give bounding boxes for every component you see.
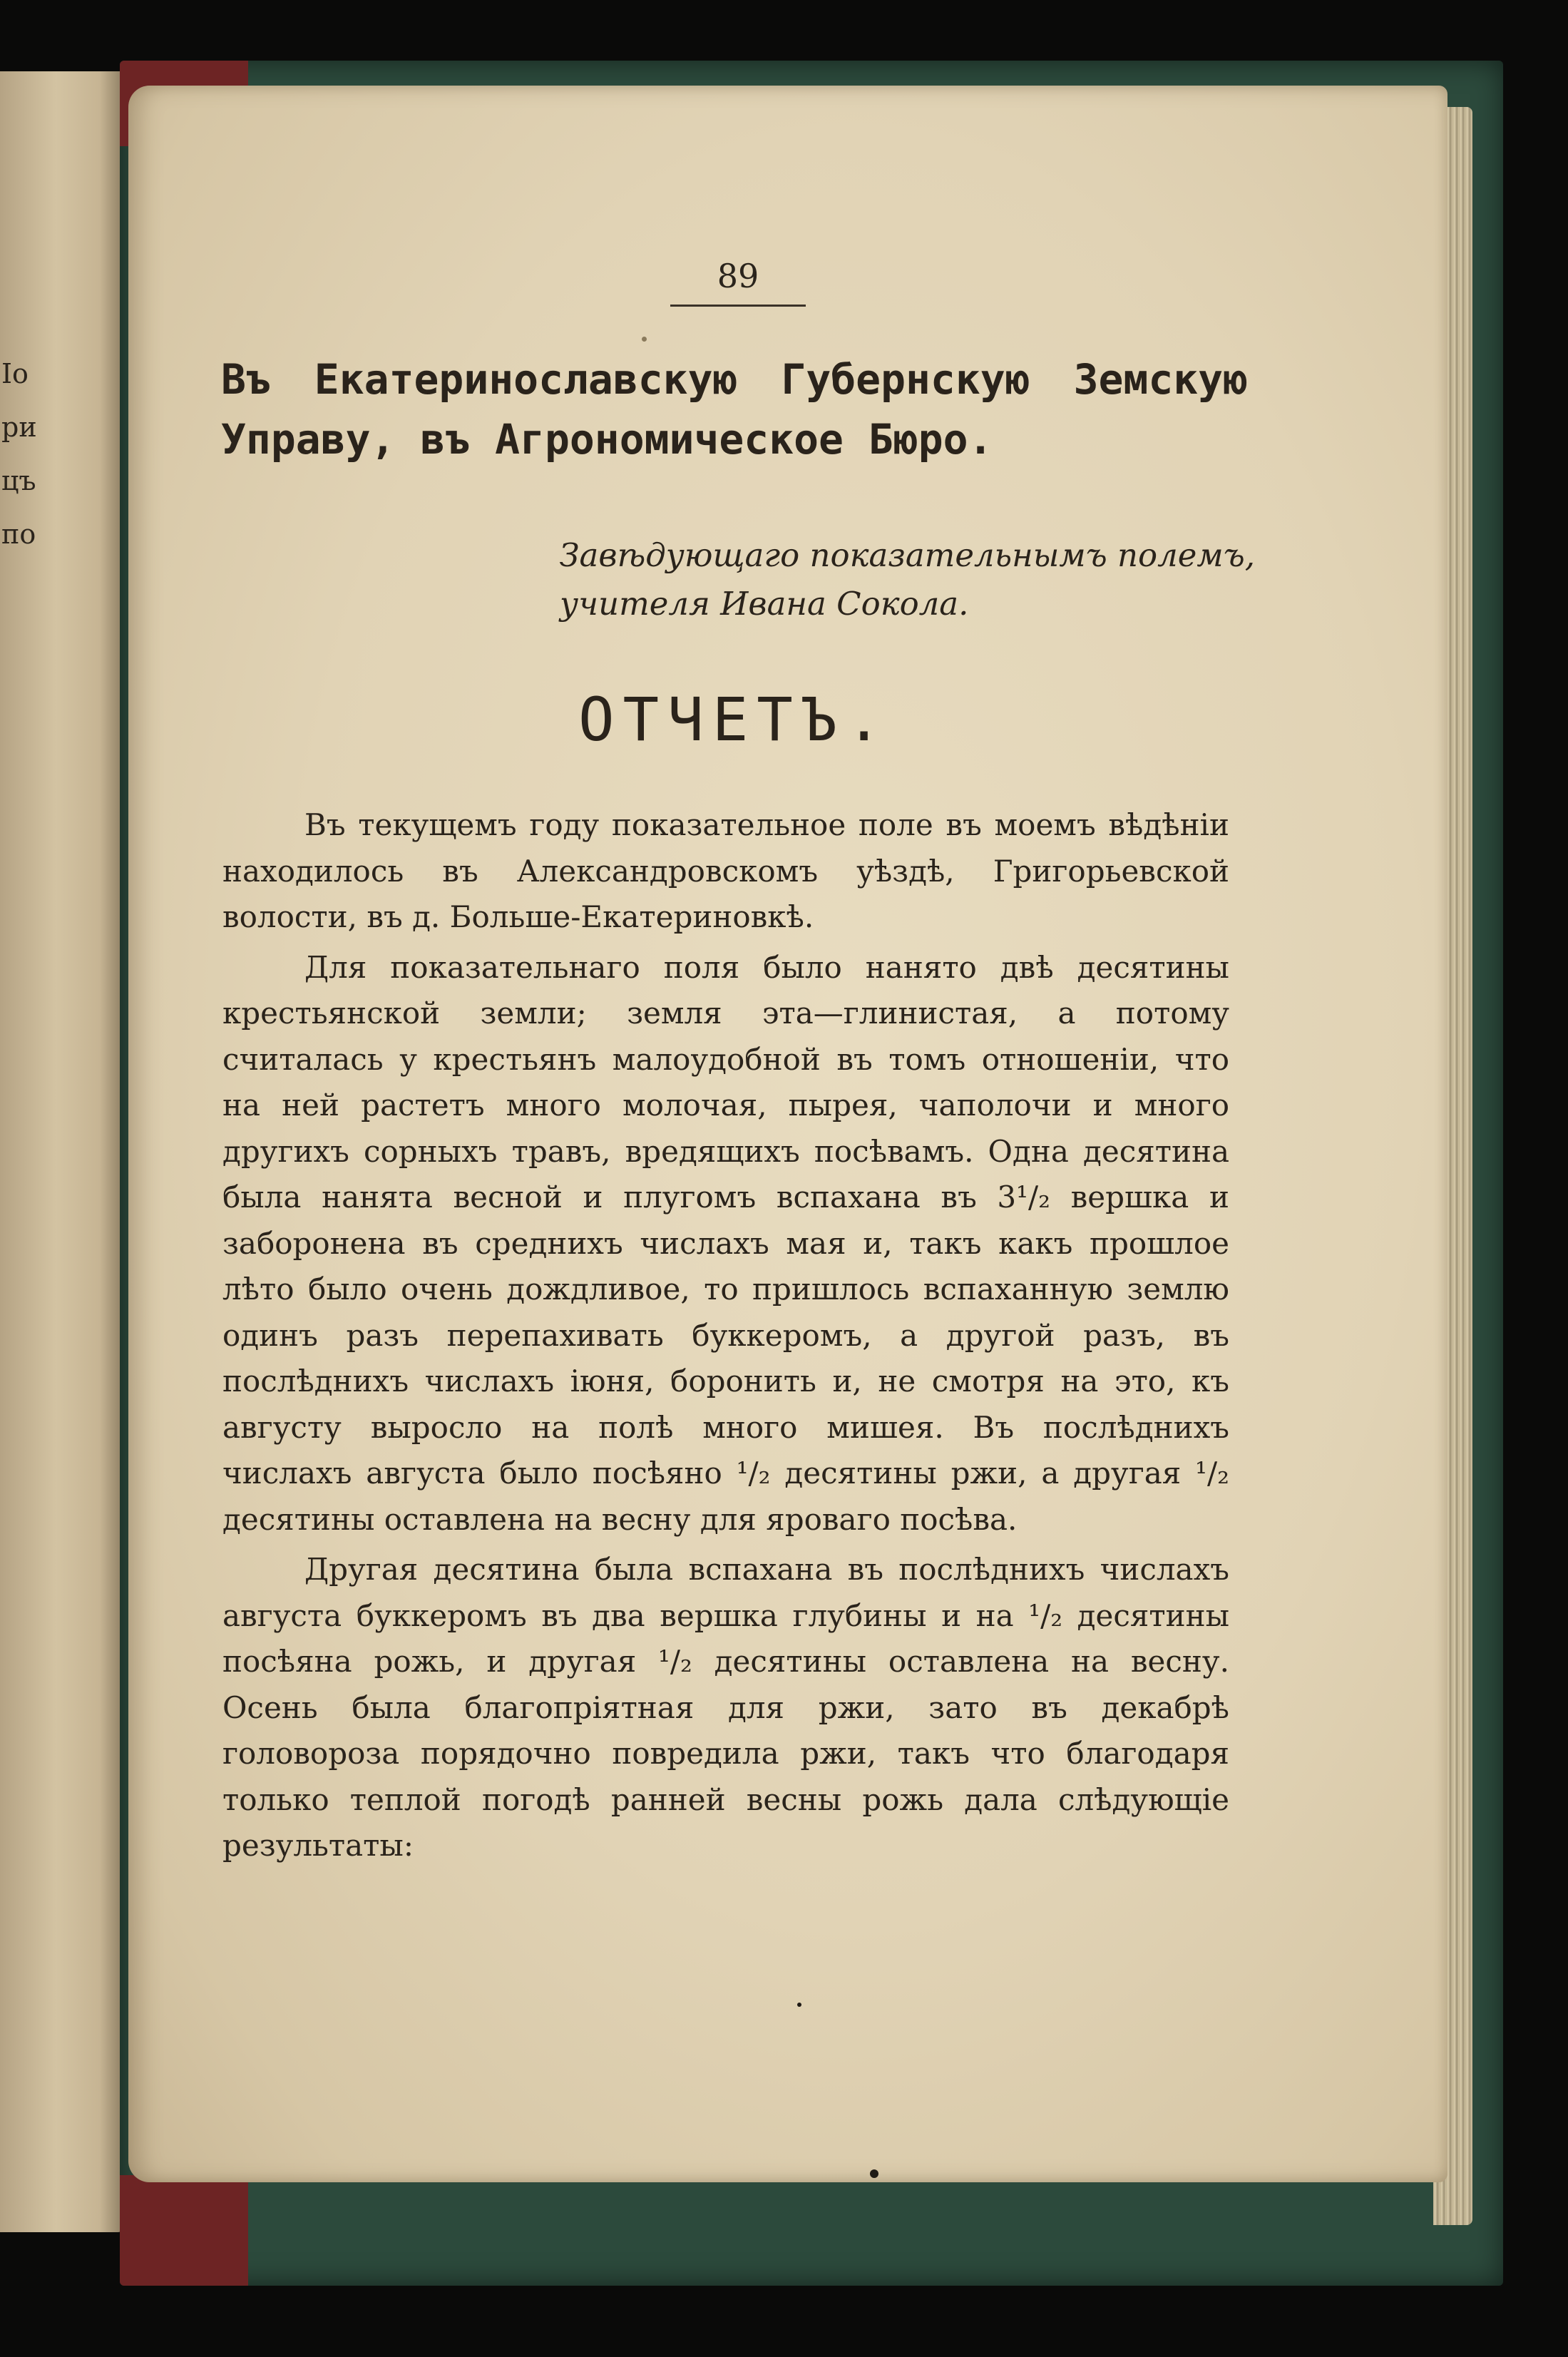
spine-corner-bottom [120, 2175, 248, 2286]
addressee-heading: Въ Екатеринославскую Губернскую Земскую Управу, въ Агрономическое Бюро. [221, 355, 1248, 464]
body-text [222, 802, 1229, 1873]
sender-line-2: учителя Ивана Сокола. [560, 584, 969, 623]
previous-page-fragment: цъ [1, 465, 36, 496]
paragraph: Для показательнаго поля было нанято двѣ десятины крестьянской земли; земля эта—глинистая, а потому считалась у крестьянъ малоудобной въ томъ отношеніи, что на ней растетъ много молочая, пырея, чаполочи и много другихъ сорныхъ травъ, вредящихъ посѣвамъ. Одна десятина была нанята весной и плугомъ вспахана въ 3¹/₂ вершка и заборонена въ среднихъ числахъ мая и, такъ какъ прошлое лѣто было очень дождливое, то пришлось вспаханную землю одинъ разъ перепахивать буккеромъ, а другой разъ, въ послѣднихъ числахъ іюня, боронить и, не смотря на это, къ августу выросло на полѣ много мишея. Въ послѣднихъ числахъ августа было посѣяно ¹/₂ десятины ржи, а другая ¹/₂ десятины оставлена на весну для яроваго посѣва. [222, 949, 1229, 1537]
previous-page-fragment: Io [1, 358, 29, 389]
paragraph: Другая десятина была вспахана въ послѣднихъ числахъ августа буккеромъ въ два вершка глубины и на ¹/₂ десятины посѣяна рожь, и другая ¹/₂ десятины оставлена на весну. Осень была благопріятная для ржи, зато въ декабрѣ головороза порядочно повредила ржи, такъ что благодаря только теплой погодѣ ранней весны рожь дала слѣдующіе результаты: [222, 1552, 1229, 1863]
document-title: ОТЧЕТЪ. [578, 685, 891, 755]
paragraph: Въ текущемъ году показательное поле въ моемъ вѣдѣніи находилось въ Александровскомъ уѣздѣ, Григорьевской волости, въ д. Больше-Екатериновкѣ. [222, 807, 1229, 934]
sender-block [485, 531, 1255, 628]
page-number-rule [670, 305, 806, 307]
previous-page-edge [0, 71, 125, 2232]
speck [642, 337, 647, 342]
speck [870, 2169, 878, 2178]
speck [797, 2003, 801, 2007]
previous-page-fragment: ри [1, 411, 37, 443]
page-number: 89 [717, 257, 759, 295]
sender-line-1: Завѣдующаго показательнымъ полемъ, [559, 536, 1255, 574]
previous-page-fragment: по [1, 518, 36, 550]
